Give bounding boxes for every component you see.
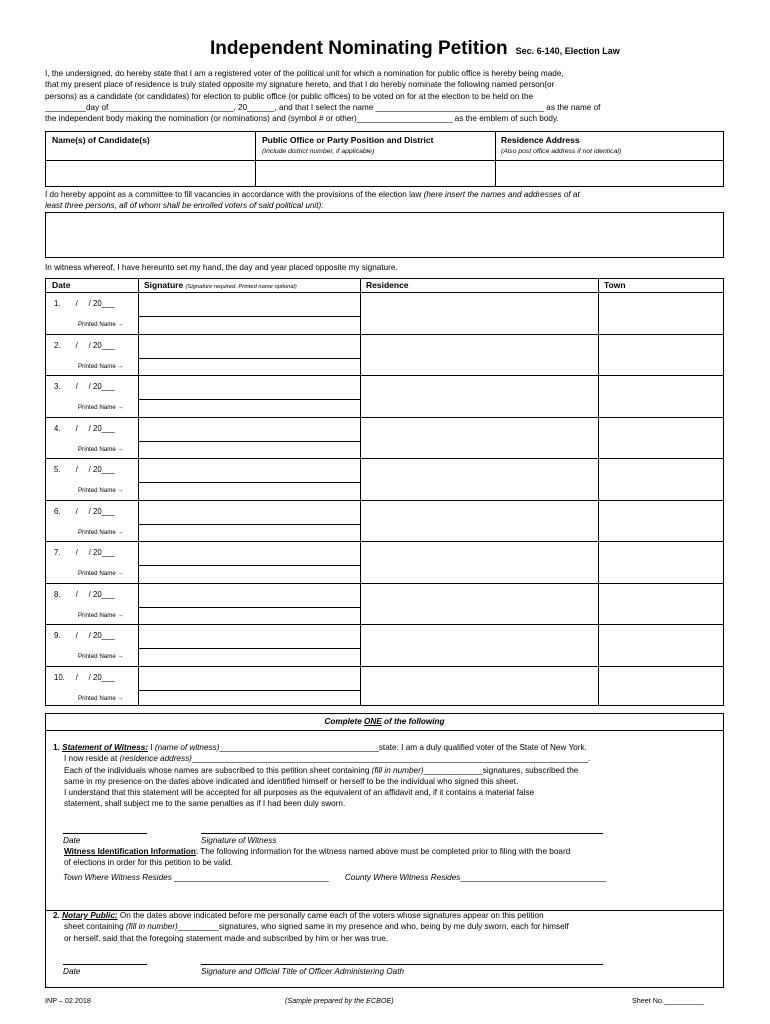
- printed-name-divider: [138, 607, 360, 608]
- signature-row: [46, 417, 723, 459]
- signature-column-divider: [598, 279, 599, 705]
- row-date[interactable]: 6. / / 20___: [54, 506, 115, 516]
- town-cell[interactable]: [598, 666, 725, 708]
- signature-row: [46, 583, 723, 625]
- committee-appointment-text: [45, 189, 735, 211]
- printed-name-label: Printed Name →: [78, 653, 124, 660]
- town-cell[interactable]: [598, 334, 725, 376]
- row-divider: [46, 541, 723, 542]
- intro-line: _________day of ___________________________, 20______, and that I select the name _____________________________________ as the name of: [45, 102, 601, 112]
- intro-paragraph: [45, 68, 735, 124]
- intro-line: that my present place of residence is truly stated opposite my signature hereto, and that I do hereby nominate the following named person(or: [45, 80, 555, 90]
- notary-block: [53, 910, 723, 944]
- printed-name-divider: [138, 316, 360, 317]
- row-divider: [46, 375, 723, 376]
- signature-row: [46, 458, 723, 500]
- s1-text: ___________________________________state: I am a duly qualified voter of the State of New York.: [219, 743, 587, 752]
- s2-text: sheet containing: [64, 922, 126, 932]
- s1-text: statement, shall subject me to the same penalties as if I had been duly sworn.: [64, 799, 346, 809]
- residence-cell[interactable]: [360, 583, 598, 625]
- candidates-table: [45, 131, 724, 187]
- residence-cell[interactable]: [360, 500, 598, 542]
- witness-statement-heading: Statement of Witness:: [62, 743, 149, 752]
- row-divider: [46, 624, 723, 625]
- town-cell[interactable]: [598, 500, 725, 542]
- signature-row: [46, 666, 723, 708]
- appoint-line-italic: (here insert the names and addresses of at: [423, 190, 580, 199]
- printed-name-label: Printed Name →: [78, 321, 124, 328]
- sample-note: (Sample prepared by the ECBOE): [285, 996, 394, 1005]
- residence-cell[interactable]: [360, 375, 598, 417]
- signature-column-divider: [360, 279, 361, 705]
- residence-header: Residence: [366, 280, 409, 290]
- county-label: County Where Witness Resides: [344, 873, 461, 882]
- complete-one-section: [45, 713, 724, 988]
- complete-title-a: Complete: [324, 717, 365, 726]
- s1-text: _____________signatures, subscribed the: [423, 765, 579, 775]
- intro-line: I, the undersigned, do hereby state that I am a registered voter of the political unit for which a nomination for public office is hereby being made,: [45, 69, 564, 78]
- s1-italic: (name of witness): [154, 743, 220, 752]
- s2-text: On the dates above indicated before me personally came each of the voters whose signatures appear on this petition: [117, 911, 544, 920]
- witness-id-heading: Witness Identification Information: [64, 847, 196, 856]
- notary-heading: Notary Public:: [62, 911, 118, 920]
- notary-date-label: Date: [63, 967, 81, 976]
- printed-name-divider: [138, 399, 360, 400]
- residence-cell[interactable]: [360, 334, 598, 376]
- complete-one-title: [46, 717, 723, 726]
- signature-header-label: Signature: [144, 280, 184, 290]
- row-date[interactable]: 5. / / 20___: [54, 465, 115, 474]
- complete-title-divider: [46, 730, 723, 731]
- witness-date-label: Date: [63, 836, 81, 845]
- signature-header: [144, 280, 297, 290]
- section-reference: Sec. 6-140, Election Law: [515, 46, 620, 56]
- row-divider: [46, 458, 723, 459]
- town-cell[interactable]: [598, 583, 725, 625]
- witness-id-block: [64, 846, 724, 869]
- printed-name-label: Printed Name →: [78, 362, 124, 370]
- printed-name-label: Printed Name →: [78, 694, 124, 702]
- s1-number: 1.: [53, 743, 63, 752]
- intro-line: persons) as a candidate (or candidates) for election to public office (or public offices) to be voted on for at the election to be held on the: [45, 91, 534, 101]
- signature-cell[interactable]: [138, 583, 360, 625]
- appoint-line: I do hereby appoint as a committee to fill vacancies in accordance with the provisions of the election law: [45, 190, 424, 199]
- printed-name-label: Printed Name →: [78, 528, 124, 536]
- signature-row: [46, 624, 723, 666]
- signature-cell[interactable]: [138, 417, 360, 459]
- printed-name-divider: [138, 482, 360, 483]
- witness-id-text: : The following information for the witness named above must be completed prior to filing with the board: [195, 847, 571, 856]
- complete-title-b: of the following: [381, 717, 445, 726]
- s1-text: I: [148, 743, 155, 752]
- candidate-name-header: Name(s) of Candidate(s): [52, 135, 150, 145]
- form-id: INP – 02.2018: [45, 996, 91, 1005]
- witness-id-text: of elections in order for this petition to be valid.: [64, 858, 233, 868]
- signature-table: [45, 278, 724, 706]
- witness-residence-block: [63, 872, 723, 883]
- sheet-number[interactable]: Sheet No.__________: [632, 996, 704, 1005]
- town-cell[interactable]: [598, 541, 725, 583]
- town-label: Town Where Witness Resides: [63, 873, 172, 882]
- residence-cell[interactable]: [360, 458, 598, 500]
- row-divider: [46, 666, 723, 667]
- witness-signature-label: Signature of Witness: [201, 836, 277, 845]
- witness-signature-line[interactable]: [201, 833, 603, 834]
- county-line[interactable]: ________________________________: [460, 873, 607, 882]
- row-date[interactable]: 8. / / 20___: [54, 589, 115, 599]
- page-title: [210, 38, 620, 60]
- row-divider: [46, 583, 723, 584]
- signature-cell[interactable]: [138, 292, 360, 334]
- signature-row: [46, 292, 723, 334]
- s1-text: I now reside at: [64, 754, 120, 764]
- row-date[interactable]: 10. / / 20___: [54, 672, 115, 682]
- witness-whereof-text: In witness whereof, I have hereunto set my hand, the day and year placed opposite my signature.: [45, 263, 398, 272]
- town-cell[interactable]: [598, 375, 725, 417]
- signature-cell[interactable]: [138, 541, 360, 583]
- printed-name-label: Printed Name →: [78, 570, 124, 577]
- s2-text: or herself, said that the foregoing statement made and subscribed by him or her was true.: [64, 933, 389, 943]
- signature-row: [46, 375, 723, 417]
- s1-italic: (residence address): [119, 754, 192, 764]
- notary-signature-line[interactable]: [201, 964, 603, 965]
- residence-cell[interactable]: [360, 292, 598, 334]
- complete-title-one: ONE: [364, 717, 382, 726]
- printed-name-divider: [138, 358, 360, 359]
- printed-name-label: Printed Name →: [78, 487, 124, 494]
- town-cell[interactable]: [598, 458, 725, 500]
- residence-cell[interactable]: [360, 666, 598, 708]
- town-header: Town: [604, 280, 626, 290]
- signature-cell[interactable]: [138, 375, 360, 417]
- s2-text: _________signatures, who signed same in my presence and who, being by me duly sworn, each for himself: [177, 922, 569, 932]
- s1-italic: (fill in number): [371, 765, 424, 775]
- printed-name-divider: [138, 565, 360, 566]
- s2-italic: (fill in number): [125, 922, 178, 932]
- signature-cell[interactable]: [138, 334, 360, 376]
- appoint-line-italic: least three persons, all of whom shall be enrolled voters of said political unit):: [45, 201, 324, 210]
- printed-name-divider: [138, 524, 360, 525]
- office-header: Public Office or Party Position and District: [262, 135, 434, 145]
- office-subheader: (Include district number, if applicable): [262, 148, 375, 155]
- row-date[interactable]: 4. / / 20___: [54, 423, 115, 433]
- committee-names-box[interactable]: [45, 212, 724, 258]
- town-cell[interactable]: [598, 624, 725, 666]
- witness-statement-block: [53, 742, 723, 810]
- row-divider: [46, 500, 723, 501]
- residence-cell[interactable]: [360, 417, 598, 459]
- printed-name-label: Printed Name →: [78, 404, 124, 411]
- printed-name-divider: [138, 441, 360, 442]
- printed-name-divider: [138, 648, 360, 649]
- title-text: Independent Nominating Petition: [210, 38, 508, 59]
- row-date[interactable]: 2. / / 20___: [54, 340, 115, 350]
- signature-row: [46, 334, 723, 376]
- signature-row: [46, 500, 723, 542]
- s1-text: same in my presence on the dates above indicated and identified himself or herself to be the individual who signed this sheet.: [64, 776, 519, 786]
- s1-text: _______________________________________________________________________________________.: [191, 754, 591, 764]
- row-date[interactable]: 7. / / 20___: [54, 548, 115, 557]
- residence-cell[interactable]: [360, 541, 598, 583]
- residence-address-header: Residence Address: [501, 135, 580, 145]
- signature-column-divider: [138, 279, 139, 705]
- signature-cell[interactable]: [138, 500, 360, 542]
- intro-line: the independent body making the nomination (or nominations) and (symbol # or other)_____________________ as the emblem of such body.: [45, 114, 559, 124]
- row-date[interactable]: 1. / / 20___: [54, 299, 115, 308]
- printed-name-label: Printed Name →: [78, 445, 124, 453]
- s2-number: 2.: [53, 911, 63, 920]
- signature-cell[interactable]: [138, 624, 360, 666]
- residence-address-subheader: (Also post office address if not identical): [501, 148, 622, 155]
- residence-cell[interactable]: [360, 624, 598, 666]
- row-divider: [46, 417, 723, 418]
- signature-cell[interactable]: [138, 666, 360, 708]
- signature-header-sub: (Signature required. Printed name optional): [185, 284, 297, 290]
- s1-text: Each of the individuals whose names are subscribed to this petition sheet containing: [64, 765, 372, 775]
- s1-text: I understand that this statement will be accepted for all purposes as the equivalent of an affidavit and, if it contains a material false: [64, 788, 534, 798]
- notary-date-line[interactable]: [63, 964, 147, 965]
- town-cell[interactable]: [598, 292, 725, 334]
- notary-signature-label: Signature and Official Title of Officer Administering Oath: [201, 967, 405, 976]
- town-line[interactable]: __________________________________: [171, 873, 329, 882]
- signature-cell[interactable]: [138, 458, 360, 500]
- row-date[interactable]: 9. / / 20___: [54, 631, 115, 640]
- row-divider: [46, 334, 723, 335]
- row-date[interactable]: 3. / / 20___: [54, 382, 115, 391]
- printed-name-label: Printed Name →: [78, 611, 124, 619]
- signature-row: [46, 541, 723, 583]
- date-header: Date: [52, 280, 71, 290]
- town-cell[interactable]: [598, 417, 725, 459]
- witness-date-line[interactable]: [63, 833, 147, 834]
- printed-name-divider: [138, 690, 360, 691]
